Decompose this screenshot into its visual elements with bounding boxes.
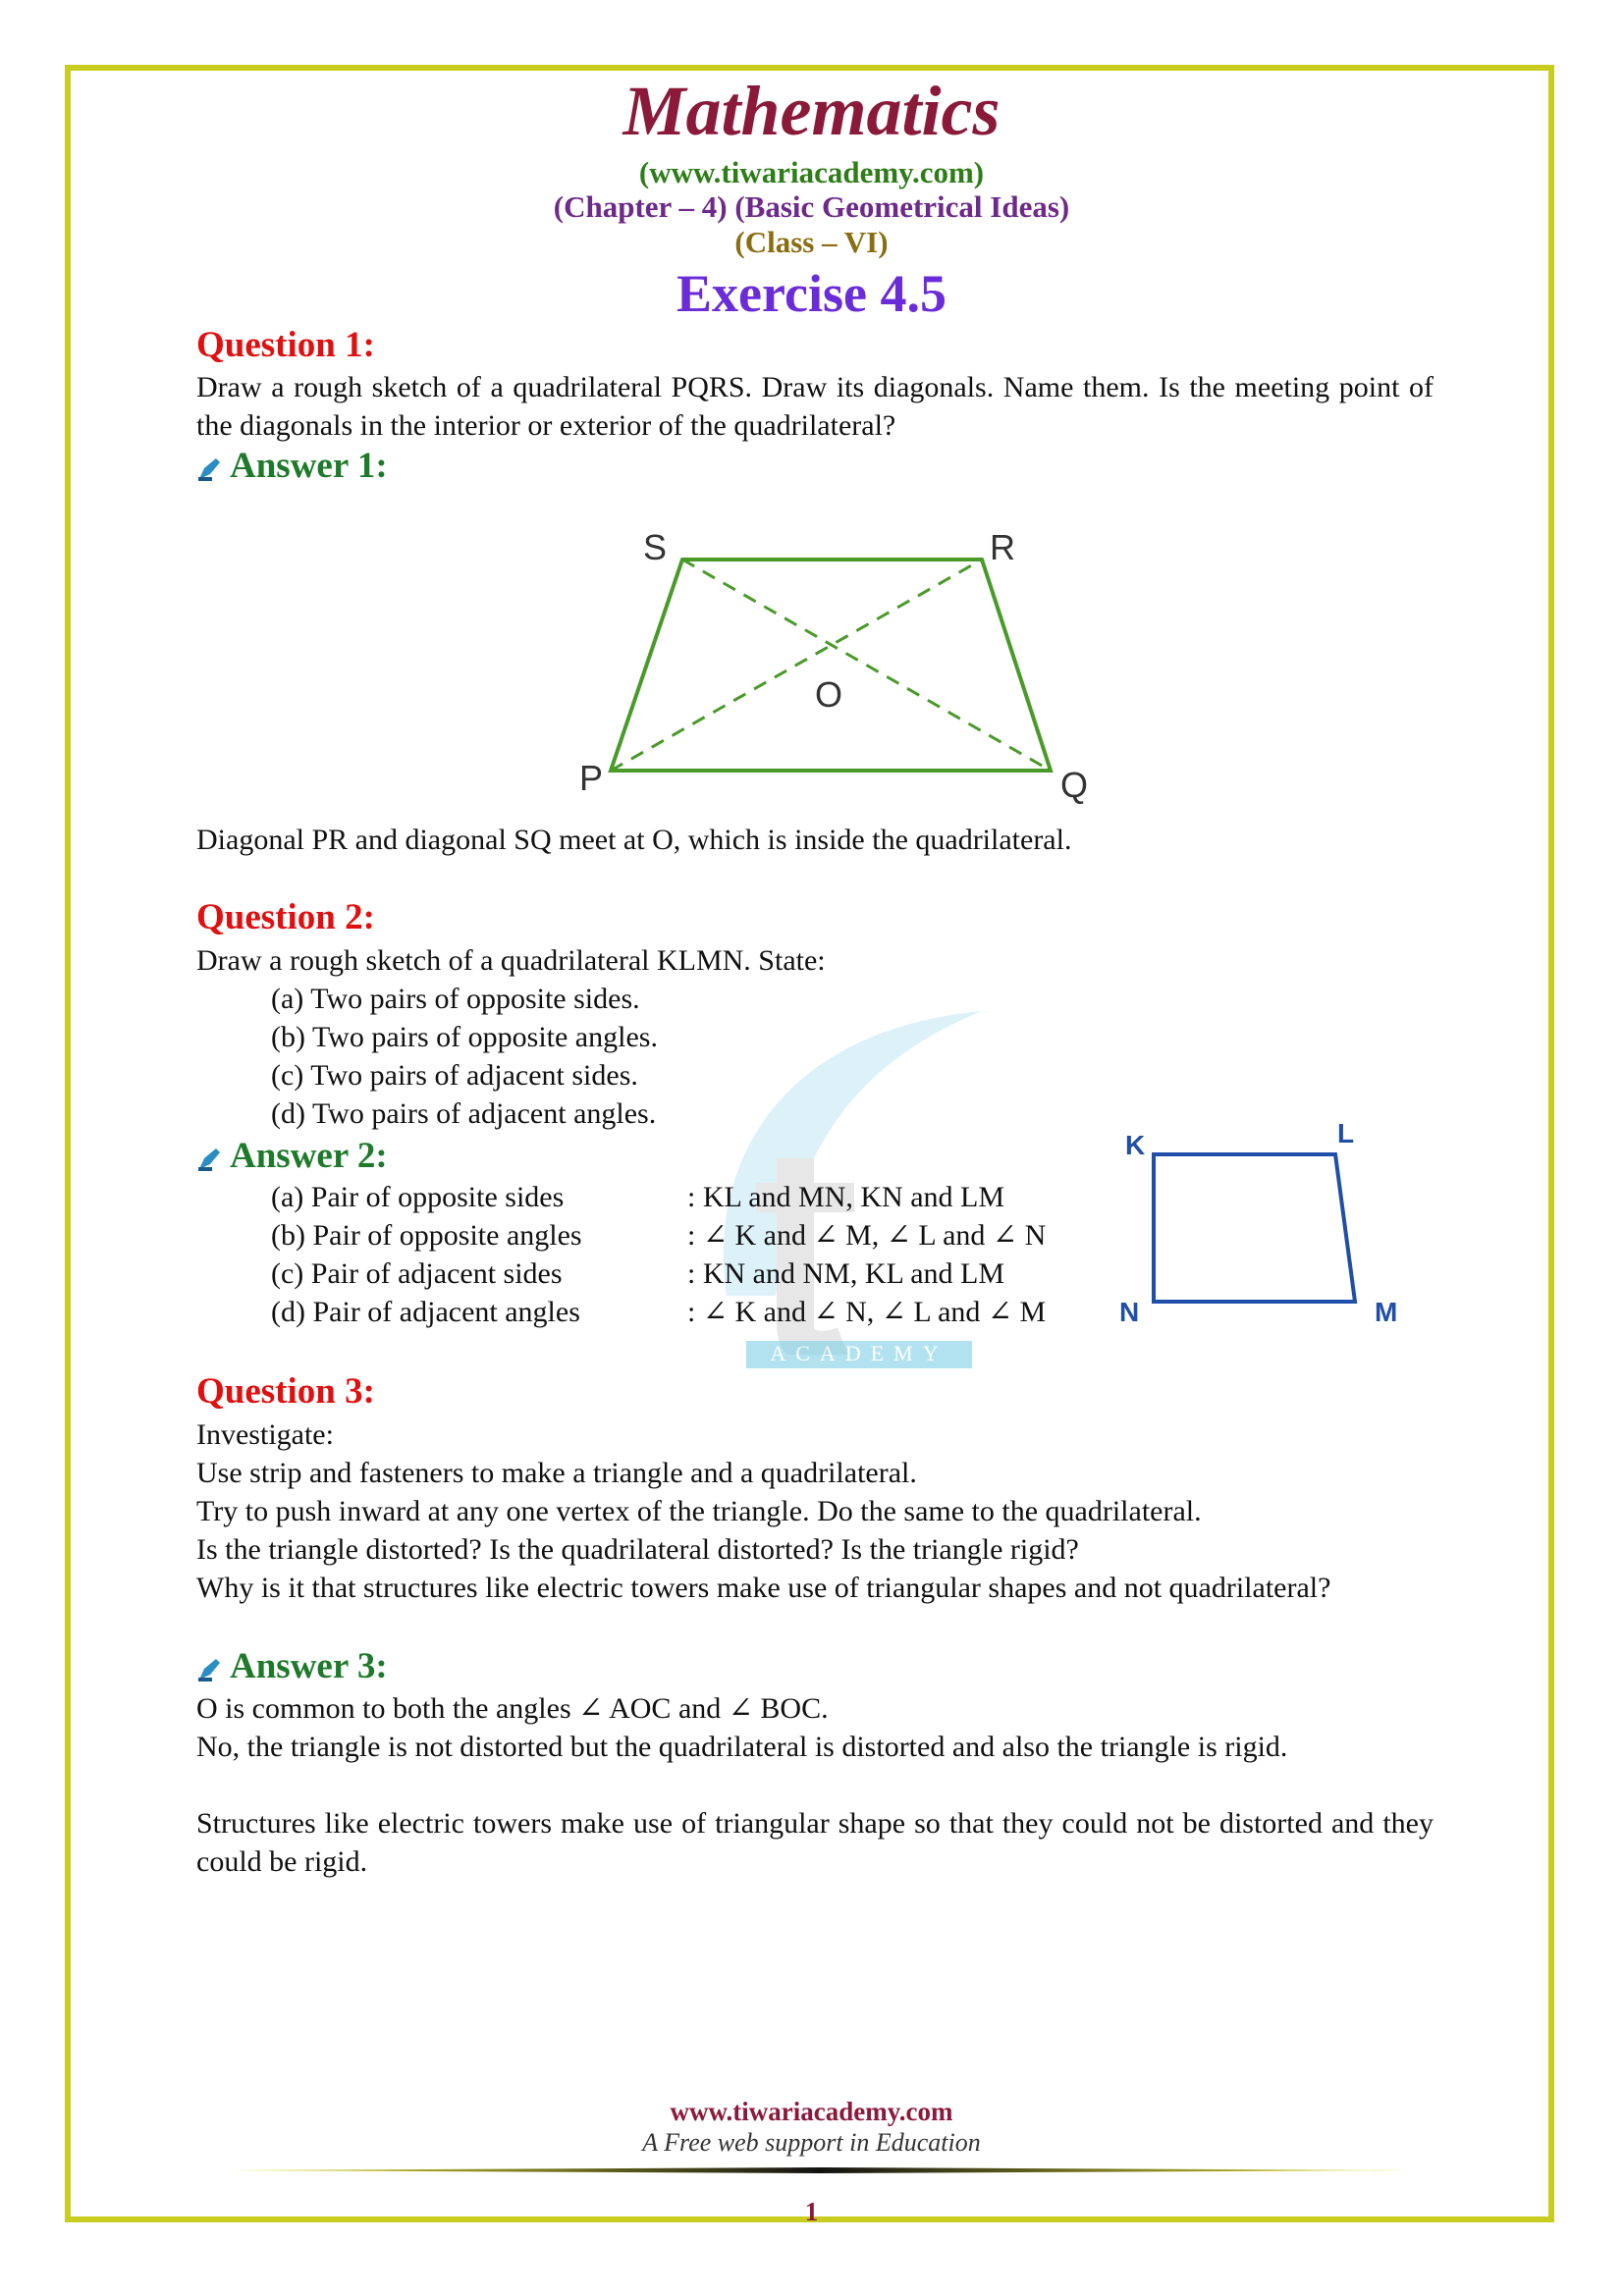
footer-divider — [231, 2167, 1409, 2173]
answer-2-row — [271, 1216, 1096, 1255]
answer-2-heading — [196, 1135, 388, 1177]
question-2-heading: Question 2: — [196, 897, 375, 937]
question-3-heading: Question 3: — [196, 1371, 375, 1412]
pen-icon — [196, 1657, 222, 1682]
answer-2-row — [271, 1293, 1096, 1331]
footer-tagline: A Free web support in Education — [642, 2128, 981, 2157]
page-number: 1 — [804, 2197, 819, 2226]
answer-2-row-label: (c) Pair of adjacent sides — [271, 1257, 563, 1290]
label-s: S — [643, 527, 668, 567]
answer-2-label: Answer 2: — [230, 1136, 388, 1176]
question-2-intro: Draw a rough sketch of a quadrilateral KLMN. State: — [196, 944, 826, 977]
question-3-line: Investigate: — [196, 1418, 334, 1451]
question-1-text: Draw a rough sketch of a quadrilateral PQRS. Draw its diagonals. Name them. Is the meeting point of the diagonals in the interior or exterior of the quadrilateral? — [196, 371, 1434, 442]
answer-3-line: O is common to both the angles ∠ AOC and ∠ BOC. — [196, 1692, 829, 1725]
question-1-heading: Question 1: — [196, 325, 375, 365]
quadrilateral-klmn-outline — [1154, 1154, 1355, 1302]
quadrilateral-pqrs-figure — [550, 520, 1100, 805]
label-k: K — [1125, 1130, 1146, 1160]
answer-2-row — [271, 1255, 1096, 1293]
page-title: Mathematics — [622, 72, 1001, 150]
question-3-line: Use strip and fasteners to make a triangle and a quadrilateral. — [196, 1457, 917, 1489]
label-q: Q — [1060, 765, 1089, 805]
question-2-item-b: (b) Two pairs of opposite angles. — [271, 1021, 658, 1053]
label-l: L — [1337, 1119, 1355, 1148]
watermark-text: ACADEMY — [746, 1341, 972, 1368]
chapter-heading: (Chapter – 4) (Basic Geometrical Ideas) — [553, 189, 1070, 224]
label-m: M — [1375, 1297, 1398, 1327]
answer-2-row-value: : ∠ K and ∠ N, ∠ L and ∠ M — [687, 1296, 1047, 1328]
answer-2-row-label: (d) Pair of adjacent angles — [271, 1296, 580, 1328]
pen-icon — [196, 1147, 222, 1172]
answer-1-text: Diagonal PR and diagonal SQ meet at O, which is inside the quadrilateral. — [196, 824, 1072, 856]
class-heading: (Class – VI) — [734, 225, 889, 259]
diagonal-pr — [611, 560, 982, 771]
question-2-item-c: (c) Two pairs of adjacent sides. — [271, 1059, 638, 1092]
question-3-line: Is the triangle distorted? Is the quadrilateral distorted? Is the triangle rigid? — [196, 1533, 1079, 1566]
label-p: P — [579, 758, 604, 798]
header-site: (www.tiwariacademy.com) — [638, 155, 985, 189]
label-n: N — [1119, 1297, 1140, 1327]
answer-1-heading — [196, 445, 388, 487]
answer-2-row-label: (b) Pair of opposite angles — [271, 1219, 582, 1252]
question-3-last: Why is it that structures like electric towers make use of triangular shapes and not quadrilateral? — [196, 1572, 1331, 1604]
pen-icon — [196, 456, 222, 482]
question-2-item-a: (a) Two pairs of opposite sides. — [271, 983, 640, 1015]
label-o: O — [815, 674, 843, 715]
answer-3-line: No, the triangle is not distorted but the quadrilateral is distorted and also the triangle is rigid. — [196, 1731, 1288, 1763]
question-3-line: Try to push inward at any one vertex of the triangle. Do the same to the quadrilateral. — [196, 1495, 1202, 1527]
answer-2-row-value: : KN and NM, KL and LM — [687, 1257, 1005, 1290]
footer-site-link[interactable]: www.tiwariacademy.com — [670, 2097, 953, 2126]
answer-3-line: Structures like electric towers make use of triangular shape so that they could not be distorted and they could be rigid. — [196, 1807, 1434, 1878]
label-r: R — [990, 527, 1015, 567]
exercise-heading: Exercise 4.5 — [676, 264, 947, 323]
answer-2-row — [271, 1178, 1096, 1216]
answer-2-row-value: : ∠ K and ∠ M, ∠ L and ∠ N — [687, 1219, 1047, 1252]
question-2-item-d: (d) Two pairs of adjacent angles. — [271, 1097, 657, 1130]
answer-2-row-value: : KL and MN, KN and LM — [687, 1181, 1005, 1213]
quadrilateral-klmn-figure — [1109, 1119, 1424, 1335]
answer-3-label: Answer 3: — [230, 1646, 388, 1686]
quadrilateral-pqrs-outline — [611, 560, 1051, 771]
answer-1-label: Answer 1: — [230, 446, 388, 486]
diagonal-sq — [682, 560, 1051, 771]
answer-2-row-label: (a) Pair of opposite sides — [271, 1181, 565, 1213]
answer-3-heading — [196, 1645, 388, 1687]
